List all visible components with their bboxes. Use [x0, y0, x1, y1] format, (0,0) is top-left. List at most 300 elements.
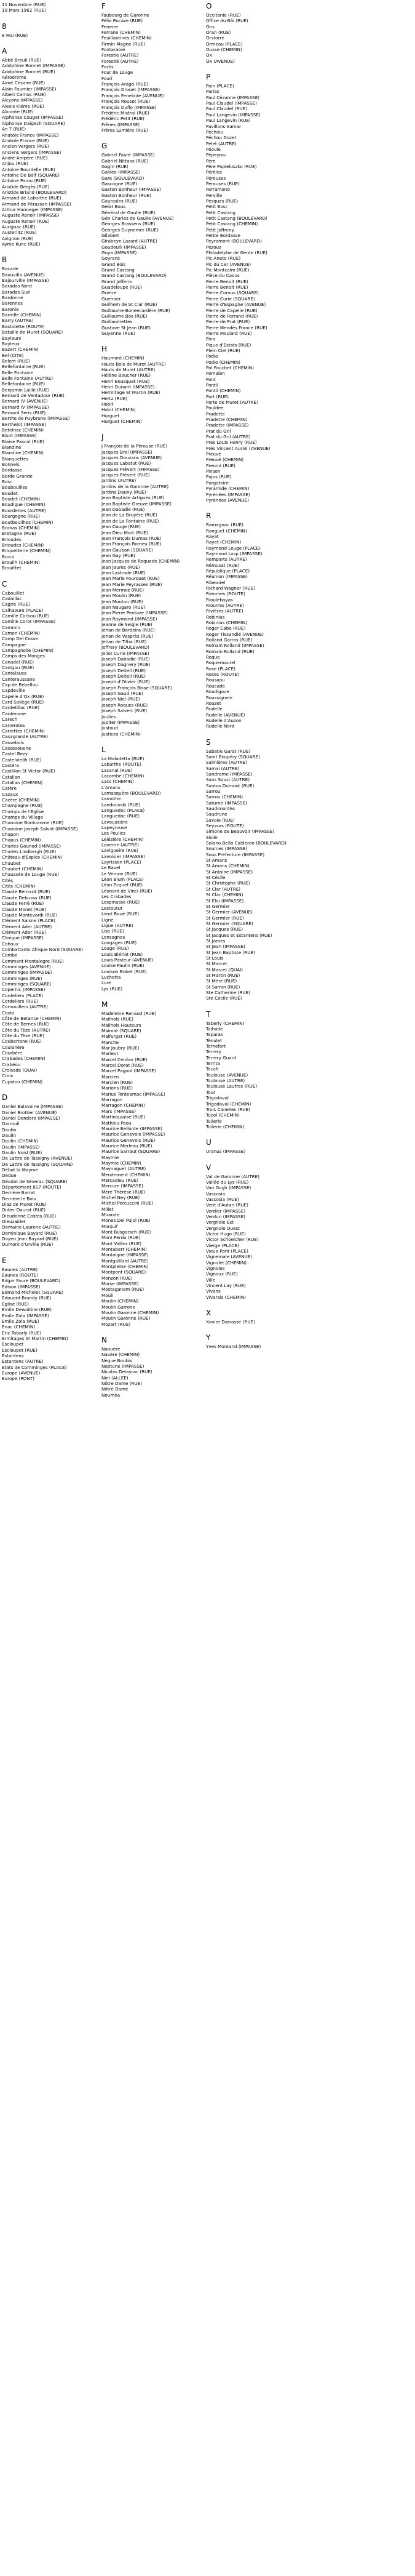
- street-entry: Ormeau (PLACE): [206, 41, 243, 47]
- street-entry: Chapus (CHEMIN): [2, 837, 41, 843]
- street-entry: Romain Rolland (RUE): [206, 648, 255, 654]
- street-entry: Feuillantines (CHEMIN): [101, 35, 152, 41]
- street-entry: Occitanie (RUE): [206, 12, 241, 18]
- street-entry: Aurignac (RUE): [2, 224, 36, 230]
- street-entry: Bernard de Ventadour (RUE): [2, 392, 65, 398]
- street-entry: Pomaïen: [206, 371, 225, 377]
- street-entry: Jupiter (IMPASSE): [101, 719, 140, 725]
- section-letter-heading: H: [101, 345, 108, 354]
- street-entry: Rudelle: [206, 706, 223, 712]
- street-entry: Louis Blériot (RUE): [101, 951, 143, 957]
- street-entry: Grand Jofferrs: [101, 278, 132, 284]
- street-entry: Seyssas (ROUTE): [206, 823, 244, 829]
- street-entry: Clément Ader (RUE): [2, 929, 46, 935]
- street-entry: Saturne (IMPASSE): [206, 800, 247, 806]
- street-entry: Baradas Nord: [2, 283, 32, 289]
- street-entry: Commant Montalegre (RUE): [2, 958, 64, 964]
- street-entry: Castéra: [2, 762, 19, 768]
- street-entry: Rémusat (RUE): [206, 562, 240, 568]
- street-entry: Lise (RUE): [101, 928, 124, 934]
- street-entry: St Germier (SQUARE): [206, 920, 253, 926]
- street-entry: Santos Dumont (RUE): [206, 782, 255, 788]
- street-entry: Comminges (IMPASSE): [2, 969, 52, 976]
- street-entry: Emile Zola (RUE): [2, 1318, 39, 1324]
- street-entry: Cardenane: [2, 710, 26, 716]
- street-entry: Baradas Sud: [2, 289, 30, 295]
- street-entry: Joseph Salvert (RUE): [101, 708, 148, 714]
- street-entry: Grand Bois: [101, 261, 126, 267]
- street-entry: Alphonse Couget (IMPASSE): [2, 114, 63, 121]
- street-entry: Ribeadel: [206, 579, 226, 585]
- street-entry: Gén Charles de Gaulle (AVENUE): [101, 215, 174, 221]
- street-entry: Goudoulli (IMPASSE): [101, 244, 146, 250]
- street-entry: Marcel Cerdan (RUE): [101, 1056, 148, 1062]
- street-entry: Gaston Bonheur (RUE): [101, 192, 151, 198]
- street-entry: Doyen Jean Bayard (RUE): [2, 1236, 58, 1242]
- street-entry: Pierre Benoit (RUE): [206, 278, 248, 284]
- street-entry: Joseph d'Olivier (RUE): [101, 679, 150, 685]
- street-entry: Gaurasles (RUE): [101, 198, 138, 204]
- street-entry: Mercadieu (RUE): [101, 1177, 139, 1183]
- street-entry: Lamasquère (BOULEVARD): [101, 790, 161, 796]
- street-entry: Dieuzaidet: [2, 1219, 26, 1225]
- street-entry: Bernard IV (AVENUE): [2, 398, 48, 404]
- street-entry: Morse (IMPASSE): [101, 1281, 139, 1287]
- street-entry: Vallée du Lys (RUE): [206, 1179, 249, 1185]
- street-entry: Jacques Prévert (RUE): [101, 472, 150, 478]
- street-entry: Maurice Genevoix (RUE): [101, 1137, 156, 1143]
- street-entry: Daniel Balavoine (IMPASSE): [2, 1104, 63, 1110]
- street-entry: Péchou Dozet: [206, 135, 237, 141]
- street-entry: Diaz de Muret (RUE): [2, 1202, 47, 1207]
- street-entry: Cantalausa: [2, 670, 27, 676]
- street-entry: Cupidou (CHEMIN): [2, 1078, 43, 1085]
- street-entry: Territa: [206, 1061, 220, 1067]
- street-entry: Ayme Kunc (RUE): [2, 241, 41, 247]
- street-entry: Roses (ROUTE): [206, 672, 239, 678]
- street-entry: Lestoutut: [101, 905, 123, 911]
- street-entry: Mailhols (RUE): [101, 1016, 133, 1022]
- street-entry: Ox: [206, 52, 212, 58]
- street-entry: Petit Bosc: [206, 204, 228, 210]
- street-entry: Père Popieluszko (RUE): [206, 163, 257, 169]
- street-entry: Branas (CHEMIN): [2, 524, 40, 531]
- street-entry: Languedoc (RUE): [101, 813, 140, 819]
- street-entry: Rieumes (ROUTE): [206, 591, 245, 597]
- street-entry: Péoule: [206, 146, 221, 152]
- street-entry: Moulin Garrone: [101, 1304, 135, 1310]
- street-entry: Card Saliège (RUE): [2, 699, 44, 705]
- street-entry: Taberly (CHEMIN): [206, 1020, 245, 1026]
- street-entry: Parias: [206, 89, 219, 95]
- street-entry: Jean Dauge (RUE): [101, 524, 141, 530]
- street-entry: Jean Lastrade (RUE): [101, 569, 146, 576]
- section-letter-heading: R: [206, 512, 211, 521]
- street-entry: Marius Tonteamac (IMPASSE): [101, 1091, 165, 1097]
- street-entry: Jacques Brel (IMPASSE): [101, 449, 152, 455]
- street-entry: Mars (IMPASSE): [101, 1108, 136, 1114]
- letter-group: [206, 1163, 339, 1301]
- street-entry: Blandine (CHEMIN): [2, 450, 44, 456]
- letter-group: [206, 1333, 339, 1349]
- street-entry: Brioudes (CHEMIN): [2, 542, 44, 548]
- street-list: [206, 1149, 339, 1154]
- street-entry: Guadeloupe (RUE): [101, 284, 143, 291]
- street-entry: Toulouse Lautrec (RUE): [206, 1083, 258, 1089]
- street-entry: Jean Dieu Mort (RUE): [101, 529, 148, 536]
- street-entry: André Ampère (RUE): [2, 154, 48, 161]
- street-entry: Jehan de Vesprès (RUE): [101, 633, 154, 639]
- street-entry: Avignon (RUE): [2, 235, 34, 241]
- street-entry: Vergnole Est: [206, 1219, 234, 1226]
- street-entry: Michel Percuccini (RUE): [101, 1200, 154, 1206]
- street-entry: Nôtre Dame: [101, 1386, 128, 1392]
- street-entry: Bastidette (ROUTE): [2, 323, 45, 329]
- street-entry: Naouère: [101, 1346, 121, 1352]
- street-entry: Castelvieilh (RUE): [2, 756, 42, 763]
- street-entry: Remparts (AUTRE): [206, 556, 247, 563]
- street-entry: Gagin (RUE): [101, 163, 128, 169]
- street-entry: Preuvé (CHEMIN): [206, 457, 244, 463]
- street-entry: Longages (RUE): [101, 939, 137, 945]
- street-entry: Maimat (SQUARE): [101, 1028, 141, 1033]
- street-entry: Pérouses (RUE): [206, 180, 240, 187]
- street-entry: Déodat de Séverac (SQUARE): [2, 1178, 68, 1184]
- street-entry: Cordeliers (RUE): [2, 998, 39, 1004]
- street-entry: Cap de Rebellou: [2, 682, 38, 688]
- street-entry: Mont Perdu (RUE): [101, 1235, 141, 1241]
- street-entry: Boubouilles: [2, 484, 28, 491]
- street-entry: Ramagnac (RUE): [206, 522, 243, 528]
- street-entry: Sisiér: [206, 834, 218, 840]
- street-entry: Marcel Pagnol (IMPASSE): [101, 1068, 156, 1074]
- street-entry: Tour: [206, 1089, 216, 1095]
- street-entry: Cazère (CHEMIN): [2, 796, 40, 803]
- street-entry: Coubertone (RUE): [2, 1038, 42, 1045]
- street-entry: Bourdettes (AUTRE): [2, 507, 46, 513]
- street-entry: Europe (PONT): [2, 1376, 34, 1382]
- street-entry: Aristide Briand (BOULEVARD): [2, 189, 67, 195]
- street-entry: Louise Paulin (RUE): [101, 963, 144, 969]
- street-entry: Blaise Pascal (RUE): [2, 438, 44, 444]
- street-entry: Office du Bâi (RUE): [206, 18, 248, 24]
- street-entry: Petit Castang (BOULEVARD): [206, 215, 267, 221]
- street-entry: Rose (PLACE): [206, 665, 235, 672]
- street-entry: Adolphine Bonnet (RUE): [2, 68, 55, 74]
- street-entry: Lacanal (RUE): [101, 767, 133, 773]
- street-list: [206, 1319, 339, 1325]
- street-entry: Saudrune: [206, 811, 227, 817]
- street-entry: Lavigueire (RUE): [101, 848, 139, 854]
- street-entry: Belle Fontaine (AUTRE): [2, 375, 53, 381]
- street-entry: Edouard Brandy (RUE): [2, 1295, 52, 1301]
- street-entry: Raymond Leuge (PLACE): [206, 545, 261, 551]
- street-entry: François Drouet (IMPASSE): [101, 87, 160, 93]
- street-entry: Vascosia (RUE): [206, 1196, 239, 1202]
- street-entry: Lavoisier (IMPASSE): [101, 853, 145, 859]
- street-entry: Pézous: [206, 244, 221, 250]
- street-entry: Casagrande (AUTRE): [2, 734, 49, 740]
- street-entry: Etats de Comminges (PLACE): [2, 1364, 67, 1370]
- street-entry: Berthelot (IMPASSE): [2, 421, 46, 427]
- street-entry: Benjamin Laille (RUE): [2, 387, 50, 393]
- street-entry: Jean Baptiste Artigues (RUE): [101, 495, 165, 501]
- street-entry: Touch: [206, 1066, 219, 1072]
- street-entry: Sarrou: [206, 788, 221, 794]
- street-entry: Jean Dabadie (RUE): [101, 507, 145, 513]
- street-entry: Eric Tabarly (RUE): [2, 1330, 42, 1336]
- street-entry: Boudigue (CHEMIN): [2, 502, 45, 508]
- street-entry: Champs du Village: [2, 814, 44, 820]
- street-entry: Carrettes (CHEMIN): [2, 728, 45, 734]
- street-entry: Petit Castang: [206, 209, 235, 215]
- street-entry: Costo: [2, 1009, 15, 1016]
- street-entry: Verdun (IMPASSE): [206, 1213, 245, 1219]
- street-entry: Pina: [206, 336, 216, 342]
- street-entry: Rudelle d'Auzon: [206, 717, 242, 723]
- street-entry: Camp Del Cosse: [2, 636, 38, 642]
- street-list: [206, 1344, 339, 1349]
- street-entry: Père: [206, 158, 216, 164]
- section-letter-heading: J: [101, 433, 104, 442]
- street-entry: Tucol (CHEMIN): [206, 1112, 240, 1118]
- street-entry: Forestié (AUTRE): [101, 58, 139, 64]
- street-entry: Manche: [101, 1039, 119, 1045]
- street-entry: Frédéric Petit (RUE): [101, 116, 144, 122]
- street-entry: Louison Bobet (RUE): [101, 968, 147, 974]
- street-entry: Gabriel Fauré (IMPASSE): [101, 152, 155, 158]
- street-entry: Toulouse (AUTRE): [206, 1078, 245, 1084]
- street-entry: Labarthe (ROUTE): [101, 761, 141, 768]
- street-entry: Nègue Boubis: [101, 1357, 132, 1363]
- street-entry: Antoine Parou (RUE): [2, 178, 47, 184]
- street-entry: Arthur Hanneger (IMPASSE): [2, 206, 63, 212]
- street-entry: Clément Saisne (PLACE): [2, 918, 55, 924]
- street-entry: Cornouillers (AUTRE): [2, 1004, 48, 1010]
- street-entry: Haumont (CHEMIN): [101, 355, 144, 361]
- street-entry: Ranguet (CHEMIN): [206, 528, 247, 534]
- street-entry: Alicante (RUE): [2, 109, 34, 115]
- street-entry: Daulin (CHEMIN): [2, 1138, 39, 1144]
- street-entry: Pièce du Caous: [206, 273, 240, 279]
- street-entry: Salinières (AUTRE): [206, 760, 247, 766]
- street-entry: Pinson: [206, 468, 221, 475]
- street-entry: Fenerre: [101, 23, 119, 30]
- street-entry: Pres Louis Henry (RUE): [206, 439, 257, 446]
- street-entry: Mendement (CHEMIN): [101, 1171, 151, 1178]
- street-entry: Catère: [2, 785, 17, 792]
- street-entry: Bacade: [2, 266, 18, 272]
- letter-group: [206, 2, 339, 64]
- street-entry: Joffrery (BOULEVARD): [101, 644, 149, 651]
- street-entry: Belem (RUE): [2, 358, 30, 364]
- street-entry: Débat la Mayme: [2, 1166, 38, 1173]
- street-entry: 11 Novembre (RUE): [2, 2, 46, 7]
- street-entry: Roussignole: [206, 694, 233, 700]
- street-entry: Brioudes: [2, 536, 22, 542]
- street-entry: Aérodrome: [2, 74, 26, 81]
- street-entry: Terrery: [206, 1049, 221, 1055]
- section-letter-heading: 8: [2, 22, 7, 31]
- street-entry: Gustave St Jean (RUE): [101, 324, 151, 331]
- street-entry: Joulies: [101, 713, 116, 720]
- street-entry: Comminges (SQUARE): [2, 981, 52, 987]
- street-entry: Pyrénées (AVENUE): [206, 497, 249, 503]
- street-entry: Alain Fournier (IMPASSE): [2, 86, 57, 92]
- street-entry: Comminges (AVENUE): [2, 963, 51, 969]
- street-entry: Hertz (RUE): [101, 395, 128, 401]
- street-entry: Belle Fontaine: [2, 369, 34, 375]
- street-entry: Maurice Sarraut (SQUARE): [101, 1149, 160, 1155]
- street-entry: Estantens: [2, 1352, 24, 1358]
- street-entry: Guillaume Bos (RUE): [101, 313, 148, 319]
- street-entry: Pierre de Prat (RUE): [206, 319, 250, 325]
- street-entry: Prat du Gril: [206, 428, 231, 434]
- street-entry: Saudimontès: [206, 806, 235, 811]
- street-entry: Camille Corot (IMPASSE): [2, 619, 56, 625]
- street-entry: François Rouset (RUE): [101, 98, 151, 105]
- street-entry: Les Crabades: [101, 894, 132, 900]
- street-entry: Edison (IMPASSE): [2, 1283, 41, 1290]
- street-entry: Pelet (AUTRE): [206, 140, 237, 146]
- street-entry: Preund (RUE): [206, 462, 235, 468]
- street-entry: Antoine Bourdelle (RUE): [2, 166, 55, 172]
- street-entry: Gaston Bonheur (IMPASSE): [101, 187, 161, 193]
- street-entry: Mont Vallier (RUE): [101, 1240, 142, 1246]
- street-entry: Jean Nougaro (RUE): [101, 604, 145, 610]
- section-letter-heading: A: [2, 47, 7, 56]
- street-entry: Pierre Cornus (SQUARE): [206, 290, 259, 296]
- street-entry: François Duflo (IMPASSE): [101, 104, 157, 110]
- street-entry: Sandrame (IMPASSE): [206, 771, 253, 777]
- street-entry: Daufin: [2, 1126, 17, 1133]
- street-entry: Cammin: [2, 624, 20, 630]
- street-entry: Austerlitz (RUE): [2, 230, 37, 236]
- street-entry: Marieut: [101, 1051, 119, 1057]
- street-entry: Côte de Bernes (RUE): [2, 1021, 50, 1027]
- street-entry: François Fenelode (AVENUE): [101, 92, 164, 98]
- street-entry: Luchetta: [101, 974, 121, 980]
- street-entry: Dieudonné Costes (RUE): [2, 1213, 57, 1219]
- street-entry: Chanoine Joseph Salvat (IMPASSE): [2, 825, 78, 832]
- street-entry: Jean Moulin (RUE): [101, 593, 141, 599]
- street-entry: Dominique Bayard (RUE): [2, 1230, 57, 1236]
- street-entry: République (PLACE): [206, 568, 250, 574]
- street-entry: Oran (RUE): [206, 30, 231, 36]
- section-letter-heading: G: [101, 142, 108, 151]
- street-entry: Mercure (IMPASSE): [101, 1183, 143, 1189]
- street-entry: Madeleine Renaud (RUE): [101, 1010, 157, 1016]
- street-entry: Jean Mermoz (RUE): [101, 587, 144, 593]
- street-entry: Moulin Garonne (RUE): [101, 1315, 151, 1322]
- street-entry: Daulin: [2, 1132, 17, 1138]
- street-entry: Prat du Gril (AUTRE): [206, 434, 251, 440]
- street-entry: Dedue: [2, 1173, 17, 1179]
- street-entry: Camps des Monges: [2, 653, 45, 659]
- street-entry: Bourgogne (RUE): [2, 513, 40, 520]
- street-entry: Léon Blum (PLACE): [101, 877, 144, 883]
- street-entry: Daniel Dondoro (IMPASSE): [2, 1115, 60, 1121]
- street-entry: Cohoux: [2, 941, 19, 947]
- street-entry: Jean François Romeu (RUE): [101, 541, 162, 547]
- street-entry: Orstorre: [206, 35, 224, 41]
- street-entry: Claude Bernard (RUE): [2, 889, 50, 895]
- street-entry: Lavoussière: [101, 819, 128, 825]
- street-entry: Edmond Michelet (SQUARE): [2, 1290, 64, 1296]
- street-entry: Bataille de Muret (SQUARE): [2, 329, 63, 335]
- street-entry: St James: [206, 937, 226, 944]
- street-entry: Roque: [206, 654, 220, 660]
- street-entry: Pol Fouchet (CHEMIN): [206, 364, 254, 371]
- street-list: [206, 1174, 339, 1301]
- street-entry: Canadel (RUE): [2, 659, 34, 665]
- street-entry: Mouli: [101, 1292, 114, 1298]
- street-entry: Ligue (AUTRE): [101, 922, 133, 928]
- street-entry: Joseph Deltell (RUE): [101, 673, 146, 680]
- street-entry: Gilabert: [101, 233, 119, 239]
- street-entry: Sarrou (CHEMIN): [206, 794, 243, 800]
- street-entry: Four de Louge: [101, 70, 133, 76]
- street-entry: Estantens (AUTRE): [2, 1358, 44, 1365]
- street-entry: Montabert (CHEMIN): [101, 1246, 147, 1253]
- street-entry: Joseph Deltell (RUE): [101, 667, 146, 673]
- street-entry: Hobit (CHEMIN): [101, 407, 136, 413]
- street-entry: Crabades (CHEMIN): [2, 1056, 45, 1062]
- street-entry: St Louis: [206, 955, 224, 961]
- street-entry: François Arago (RUE): [101, 81, 148, 87]
- street-entry: Marcien (RUE): [101, 1080, 133, 1086]
- street-entry: Guilhem de St Clar (RUE): [101, 302, 157, 308]
- street-entry: Languedoc (PLACE): [101, 807, 145, 813]
- street-entry: Ferrane (CHEMIN): [101, 30, 141, 36]
- street-entry: Bardonne: [2, 295, 23, 301]
- street-entry: Plein Ciel (RUE): [206, 347, 240, 353]
- street-entry: Vent d'Autan (RUE): [206, 1202, 248, 1208]
- street-entry: Fortis: [101, 64, 114, 70]
- street-entry: Ons: [206, 23, 215, 30]
- street-entry: Jean Pierre Pentaze (IMPASSE): [101, 610, 168, 616]
- street-entry: Sources (IMPASSE): [206, 846, 248, 852]
- street-entry: Maynaguet (AUTRE): [101, 1166, 146, 1172]
- street-entry: Cités (CHEMIN): [2, 883, 36, 889]
- street-entry: Paul Cézanne (IMPASSE): [206, 94, 260, 100]
- street-entry: Peyramont (BOULEVARD): [206, 238, 262, 244]
- street-entry: Léonard de Vinci (RUE): [101, 888, 152, 894]
- street-entry: Xavier Darrasse (RUE): [206, 1319, 255, 1325]
- street-entry: Faubourg de Garonne: [101, 12, 149, 18]
- street-entry: Rudelle (AVENUE): [206, 712, 245, 718]
- street-entry: Lapeyrouse: [101, 825, 127, 830]
- street-entry: Cagire (RUE): [2, 601, 30, 608]
- street-entry: Marcel Dorat (RUE): [101, 1062, 144, 1069]
- street-entry: Brouilh (CHEMIN): [2, 559, 40, 565]
- street-entry: Nôtre Dame (RUE): [101, 1380, 143, 1386]
- section-letter-heading: E: [2, 1256, 7, 1265]
- street-entry: Saint Exupéry (SQUARE): [206, 753, 260, 760]
- index-column-3: [206, 0, 339, 1358]
- street-entry: Ox (AVENUE): [206, 58, 235, 64]
- street-entry: Pradette (IMPASSE): [206, 422, 249, 428]
- street-entry: Pavillons Samar: [206, 123, 241, 129]
- street-entry: Clinique (IMPASSE): [2, 935, 44, 941]
- street-entry: Capdeville: [2, 688, 25, 694]
- street-entry: Jehan de Bordeira (RUE): [101, 627, 155, 633]
- street-entry: Goyrans: [101, 255, 120, 262]
- street-entry: Château d'Espiès (CHEMIN): [2, 854, 63, 861]
- street-entry: Copernic (IMPASSE): [2, 987, 45, 993]
- street-entry: Grand Castang: [101, 267, 135, 273]
- street-entry: Claude Montevardi (RUE): [2, 912, 58, 918]
